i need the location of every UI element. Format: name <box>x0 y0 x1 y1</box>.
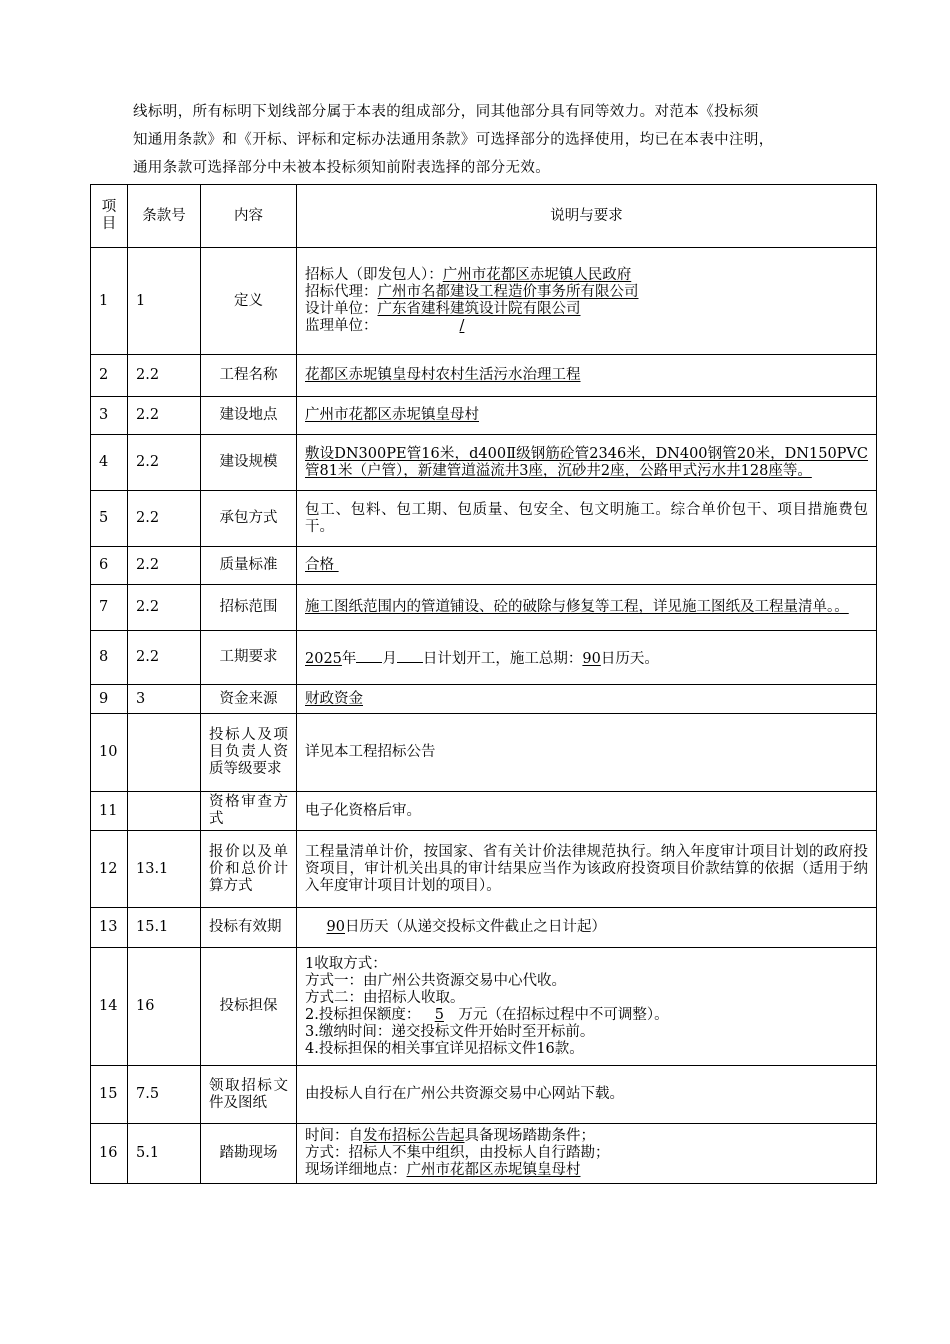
text-start: 日计划开工，施工总期： <box>422 650 583 667</box>
row-content-text: 资格审查方式 <box>209 794 288 827</box>
row-index: 2 <box>91 355 128 397</box>
row-index: 7 <box>91 585 128 631</box>
row-clause: 15.1 <box>128 908 201 948</box>
row-description <box>297 585 877 631</box>
row-content: 定义 <box>201 248 297 355</box>
row-index: 10 <box>91 714 128 792</box>
row-description <box>297 1124 877 1184</box>
row-content-text: 报价以及单价和总价计算方式 <box>209 843 288 894</box>
supervisor-name: / <box>459 318 465 334</box>
row-clause: 7.5 <box>128 1066 201 1124</box>
row-content: 工程名称 <box>201 355 297 397</box>
construction-scale: 敷设DN300PE管16米，d400Ⅱ级钢筋砼管2346米，DN400钢管20米，DN150PVC管81米（户管），新建管道溢流井3座，沉砂井2座，公路甲式污水井128座等。 <box>305 445 868 479</box>
header-item: 项目 <box>91 185 128 248</box>
site-visit-method: 方式：招标人不集中组织，由投标人自行踏勘； <box>305 1145 610 1161</box>
table-row <box>91 491 877 547</box>
row-clause: 2.2 <box>128 397 201 435</box>
table-row <box>91 908 877 948</box>
row-content-text: 投标有效期 <box>209 919 282 935</box>
row-content-text: 投标人及项目负责人资质等级要求 <box>209 727 288 777</box>
table-row <box>91 792 877 831</box>
header-content: 内容 <box>201 185 297 248</box>
row-index: 14 <box>91 948 128 1066</box>
validity-days: 90 <box>326 919 345 935</box>
row-content <box>201 831 297 908</box>
table-row <box>91 1066 877 1124</box>
guarantee-amount: 5 <box>434 1006 444 1023</box>
row-content: 质量标准 <box>201 547 297 585</box>
table-row <box>91 714 877 792</box>
row-index: 1 <box>91 248 128 355</box>
guarantee-amount-unit: 万元（在招标过程中不可调整）。 <box>458 1006 669 1023</box>
row-clause: 1 <box>128 248 201 355</box>
table-row <box>91 547 877 585</box>
row-clause: 2.2 <box>128 491 201 547</box>
guarantee-line: 4.投标担保的相关事宜详见招标文件16款。 <box>305 1040 584 1057</box>
table-row <box>91 397 877 435</box>
row-content: 建设地点 <box>201 397 297 435</box>
row-description: 由投标人自行在广州公共资源交易中心网站下载。 <box>297 1066 877 1124</box>
row-index: 12 <box>91 831 128 908</box>
row-content <box>201 714 297 792</box>
tender-scope: 施工图纸范围内的管道铺设、砼的破除与修复等工程，详见施工图纸及工程量清单。。 <box>305 599 849 615</box>
row-description <box>297 435 877 491</box>
fund-source: 财政资金 <box>305 690 363 707</box>
row-description <box>297 355 877 397</box>
row-index: 9 <box>91 685 128 714</box>
validity-text: 日历天（从递交投标文件截止之日计起） <box>345 919 606 935</box>
agent-name: 广州市名都建设工程造价事务所有限公司 <box>377 284 639 300</box>
row-clause: 2.2 <box>128 435 201 491</box>
project-name: 花都区赤坭镇皇母村农村生活污水治理工程 <box>305 367 581 383</box>
row-clause: 2.2 <box>128 547 201 585</box>
table-row <box>91 435 877 491</box>
row-content: 招标范围 <box>201 585 297 631</box>
row-content: 投标担保 <box>201 948 297 1066</box>
intro-paragraph <box>133 98 868 182</box>
row-content-text: 领取招标文件及图纸 <box>209 1077 288 1111</box>
row-content <box>201 908 297 948</box>
row-description: 工程量清单计价，按国家、省有关计价法律规范执行。纳入年度审计项目计划的政府投资项目，审计机关出具的审计结果应当作为该政府投资项目价款结算的依据（适用于纳入年度审计项目计划的项目）。 <box>297 831 877 908</box>
table-header-row <box>91 185 877 248</box>
guarantee-line: 1收取方式： <box>305 955 387 972</box>
row-description <box>297 397 877 435</box>
row-description <box>297 631 877 685</box>
table-row <box>91 831 877 908</box>
row-content <box>201 1066 297 1124</box>
row-index: 16 <box>91 1124 128 1184</box>
definition-label: 招标人（即发包人）： <box>305 267 443 283</box>
site-visit-time-suffix: 具备现场踏勘条件； <box>464 1128 595 1144</box>
guarantee-line: 方式二：由招标人收取。 <box>305 989 465 1006</box>
row-content <box>201 792 297 831</box>
intro-line: 知通用条款》和《开标、评标和定标办法通用条款》可选择部分的选择使用，均已在本表中注明， <box>133 132 774 148</box>
bid-notice-table <box>90 184 877 1184</box>
construction-site: 广州市花都区赤坭镇皇母村 <box>305 407 479 423</box>
row-content: 资金来源 <box>201 685 297 714</box>
intro-line: 线标明，所有标明下划线部分属于本表的组成部分，同其他部分具有同等效力。对范本《投标须 <box>133 104 759 120</box>
row-index: 3 <box>91 397 128 435</box>
tenderer-name: 广州市花都区赤坭镇人民政府 <box>442 267 632 283</box>
row-index: 13 <box>91 908 128 948</box>
start-year: 2025 <box>305 650 342 667</box>
row-content: 工期要求 <box>201 631 297 685</box>
row-content: 承包方式 <box>201 491 297 547</box>
row-description: 详见本工程招标公告 <box>297 714 877 792</box>
row-index: 6 <box>91 547 128 585</box>
definition-label: 设计单位： <box>305 301 378 317</box>
row-clause: 3 <box>128 685 201 714</box>
table-row <box>91 631 877 685</box>
row-index: 4 <box>91 435 128 491</box>
row-clause: 2.2 <box>128 631 201 685</box>
row-index: 15 <box>91 1066 128 1124</box>
table-row <box>91 685 877 714</box>
duration-days: 90 <box>582 650 601 667</box>
header-clause: 条款号 <box>128 185 201 248</box>
text-month: 月 <box>382 650 397 667</box>
row-clause: 2.2 <box>128 355 201 397</box>
text-calendar-days: 日历天。 <box>600 650 659 667</box>
row-clause: 13.1 <box>128 831 201 908</box>
quality-standard: 合格 <box>305 557 334 573</box>
site-visit-time: 发布招标公告起 <box>363 1128 465 1144</box>
row-description: 电子化资格后审。 <box>297 792 877 831</box>
text-year: 年 <box>341 650 357 667</box>
row-description <box>297 547 877 585</box>
row-clause: 2.2 <box>128 585 201 631</box>
row-content: 建设规模 <box>201 435 297 491</box>
definition-label: 招标代理： <box>305 284 378 300</box>
designer-name: 广东省建科建筑设计院有限公司 <box>377 301 581 317</box>
row-content: 踏勘现场 <box>201 1124 297 1184</box>
row-clause <box>128 714 201 792</box>
row-clause: 16 <box>128 948 201 1066</box>
day-blank <box>397 648 423 663</box>
intro-line: 通用条款可选择部分中未被本投标须知前附表选择的部分无效。 <box>133 160 551 176</box>
table-row <box>91 1124 877 1184</box>
row-index: 5 <box>91 491 128 547</box>
row-index: 11 <box>91 792 128 831</box>
table-row <box>91 248 877 355</box>
definition-label: 监理单位： <box>305 318 378 334</box>
site-location-label: 现场详细地点： <box>305 1162 407 1178</box>
site-visit-time-label: 时间：自 <box>305 1128 363 1144</box>
row-description: 包工、包料、包工期、包质量、包安全、包文明施工。综合单价包干、项目措施费包干。 <box>297 491 877 547</box>
site-location: 广州市花都区赤坭镇皇母村 <box>406 1162 581 1178</box>
table-row <box>91 585 877 631</box>
row-description <box>297 948 877 1066</box>
table-row <box>91 948 877 1066</box>
header-description: 说明与要求 <box>297 185 877 248</box>
row-description <box>297 685 877 714</box>
row-clause <box>128 792 201 831</box>
table-row <box>91 355 877 397</box>
guarantee-line: 方式一：由广州公共资源交易中心代收。 <box>305 972 566 989</box>
month-blank <box>356 648 382 663</box>
row-description <box>297 908 877 948</box>
row-description <box>297 248 877 355</box>
row-index: 8 <box>91 631 128 685</box>
guarantee-line: 3.缴纳时间：递交投标文件开始时至开标前。 <box>305 1023 595 1040</box>
row-clause: 5.1 <box>128 1124 201 1184</box>
guarantee-amount-label: 2.投标担保额度： <box>305 1006 421 1023</box>
